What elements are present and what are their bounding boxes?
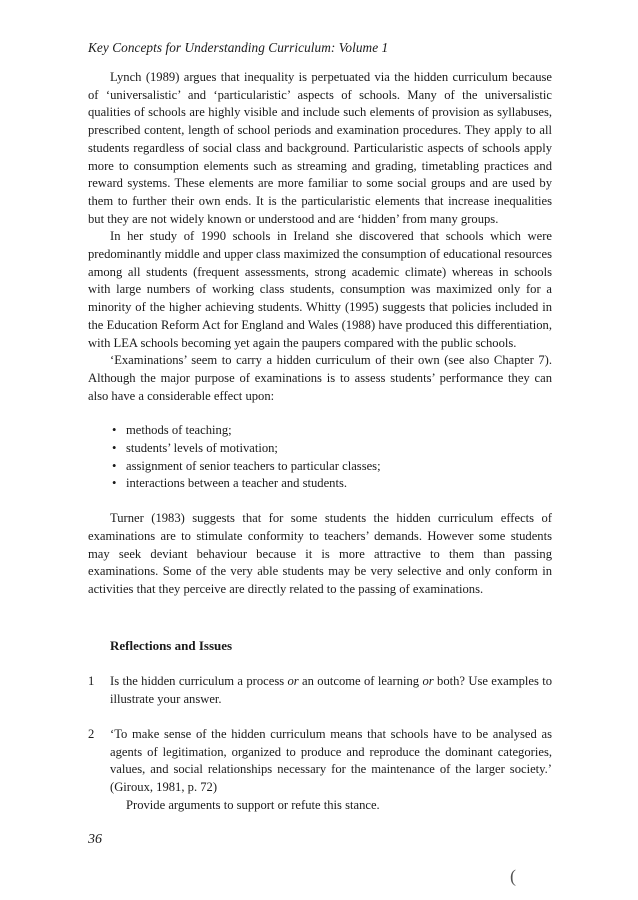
list-item: • methods of teaching; [112,422,552,440]
question-number: 2 [88,726,95,741]
question-prompt: Provide arguments to support or refute this stance. [126,797,380,812]
paragraph-ireland-study: In her study of 1990 schools in Ireland she discovered that schools which were predominantly middle and upper class maximized the consumption of educational resources among all students (frequent assessments, strong academic climate) whereas in schools with large numbers of working class students, consumption was maximized only for a minority of the higher achieving students. Whitty (1995) suggests that policies included in the Education Reform Act for England and Wales (1988) have produced this differentiation, with LEA schools becoming yet again the paupers compared with the public schools. [88,229,552,350]
question-number: 1 [88,674,95,689]
list-item: • students’ levels of motivation; [112,440,552,458]
list-item: • assignment of senior teachers to particular classes; [112,458,552,476]
bullet-icon: • [112,441,117,456]
question-1 [88,673,552,708]
question-2 [88,726,552,815]
stray-mark: ( [510,866,516,886]
list-item: • interactions between a teacher and students. [112,475,552,493]
question-text: Is the hidden curriculum a process or an outcome of learning or both? Use examples to illustrate your answer. [110,674,553,707]
bullet-icon: • [112,423,117,438]
question-quote: ‘To make sense of the hidden curriculum means that schools have to be analysed as agents of legitimation, organized to produce and reproduce the dominant categories, values, and social relationships necessary for the maintenance of the larger society.’ (Giroux, 1981, p. 72) [110,726,552,794]
page-number: 36 [88,832,102,847]
section-title: Reflections and Issues [110,637,233,653]
paragraph-examinations: ‘Examinations’ seem to carry a hidden curriculum of their own (see also Chapter 7). Although the major purpose of examinations is to assess students’ performance they can also have a considerable effect upon: [88,353,552,403]
effects-list [88,422,552,493]
page-body [88,69,552,831]
bullet-icon: • [112,476,117,491]
paragraph-turner: Turner (1983) suggests that for some students the hidden curriculum effects of examinations are to stimulate conformity to teachers’ demands. However some students may seek deviant behaviour because it is more attractive to them than passing examinations. Some of the very able students may be very selective and only conform in activities that they perceive are directly related to the passing of examinations. [88,511,552,596]
running-header: Key Concepts for Understanding Curriculum: Volume 1 [88,40,389,55]
paragraph-lynch: Lynch (1989) argues that inequality is perpetuated via the hidden curriculum because of ‘universalistic’ and ‘particularistic’ aspects of schools. Many of the universalistic qualities of schools are highly visible and include such elements of provision as syllabuses, prescribed content, length of school periods and examination procedures. They apply to all students regardless of social class and background. Particularistic aspects of schools apply more to consumption elements such as streaming and grading, timetabling practices and reward systems. These elements are more familiar to some social groups and are used by them to further their own ends. It is the particularistic elements that increase inequalities but they are not widely known or understood and are ‘hidden’ from many groups. [88,70,552,226]
bullet-icon: • [112,458,117,473]
